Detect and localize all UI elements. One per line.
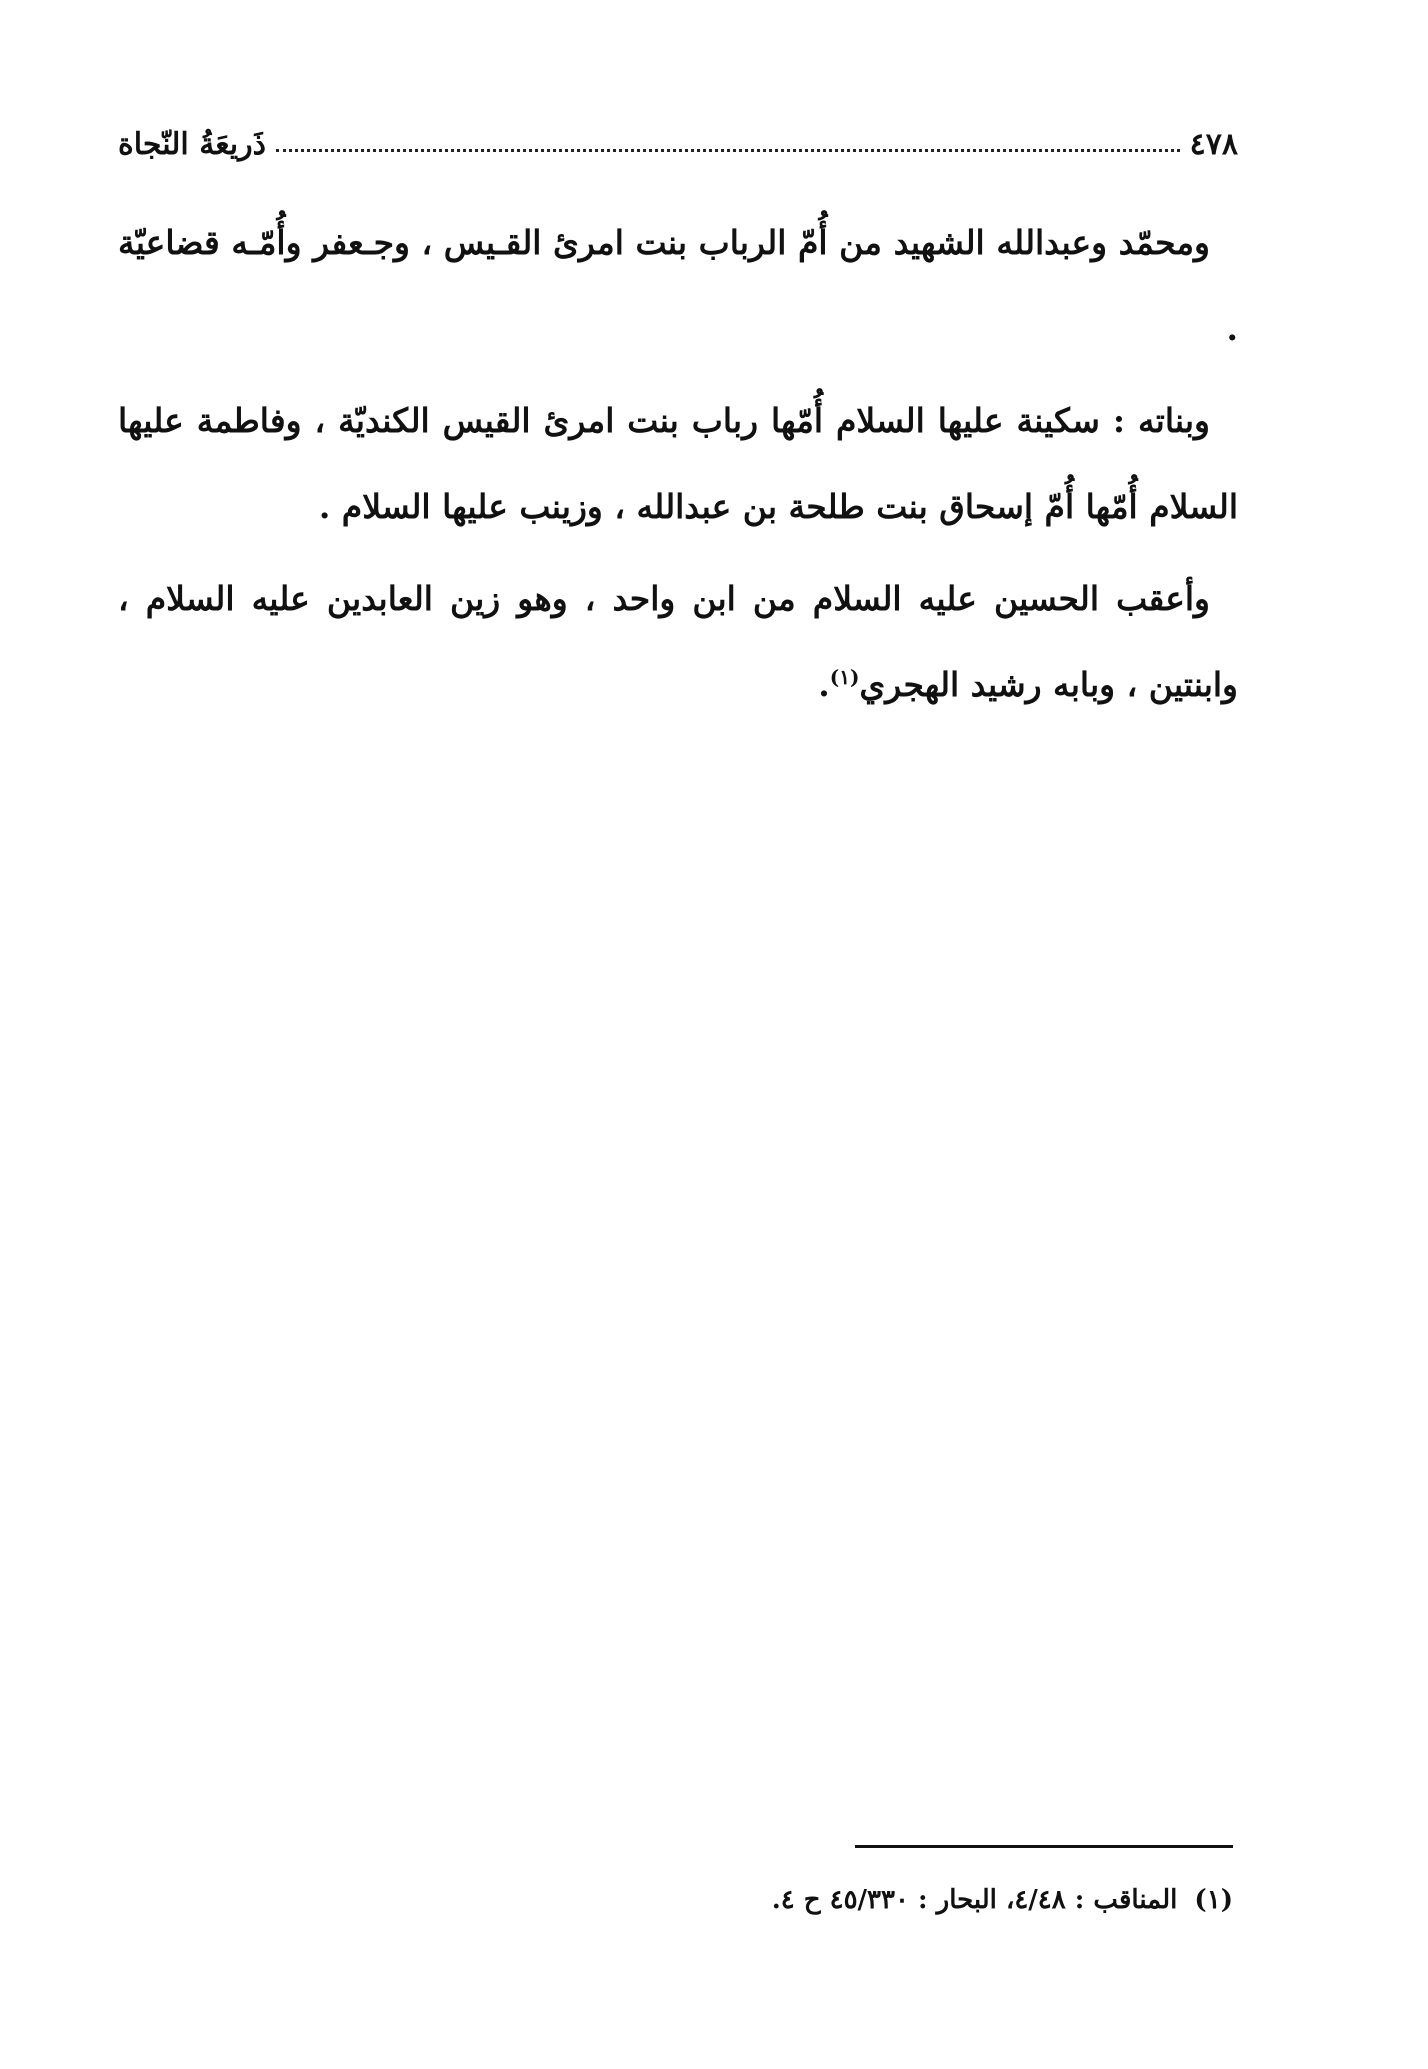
running-title: ذَريعَةُ النّجاة <box>118 127 266 162</box>
footnote-separator <box>855 1845 1233 1848</box>
page-number: ٤٧٨ <box>1189 127 1238 162</box>
footnote-text: المناقب : ٤/٤٨، البحار : ٤٥/٣٣٠ ح ٤. <box>771 1885 1178 1915</box>
paragraph-descendants-tail: . <box>818 665 830 704</box>
dotted-leader <box>276 149 1180 152</box>
footnote-number: (١) <box>1194 1885 1233 1915</box>
paragraph-sons: ومحمّد وعبدالله الشهيد من أُمّ الرباب بنت امرئ القـيس ، وجـعفر وأُمّـه قضاعيّة . <box>118 223 1238 348</box>
running-header <box>118 112 1238 162</box>
footnote <box>333 1880 1233 1920</box>
main-text <box>118 200 1238 728</box>
paragraph-daughters: وبناته : سكينة عليها السلام أُمّها رباب بنت امرئ القيس الكنديّة ، وفاطمة عليها السلام أُمّها أُمّ إسحاق بنت طلحة بن عبدالله ، وزينب عليها السلام . <box>118 401 1238 526</box>
paragraph-descendants-text: وأعقب الحسين عليه السلام من ابن واحد ، وهو زين العابدين عليه السلام ، وابنتين ، وبابه رشيد الهجري <box>118 579 1238 704</box>
footnote-reference[interactable]: (١) <box>829 665 860 689</box>
paragraph-descendants <box>118 556 1238 728</box>
